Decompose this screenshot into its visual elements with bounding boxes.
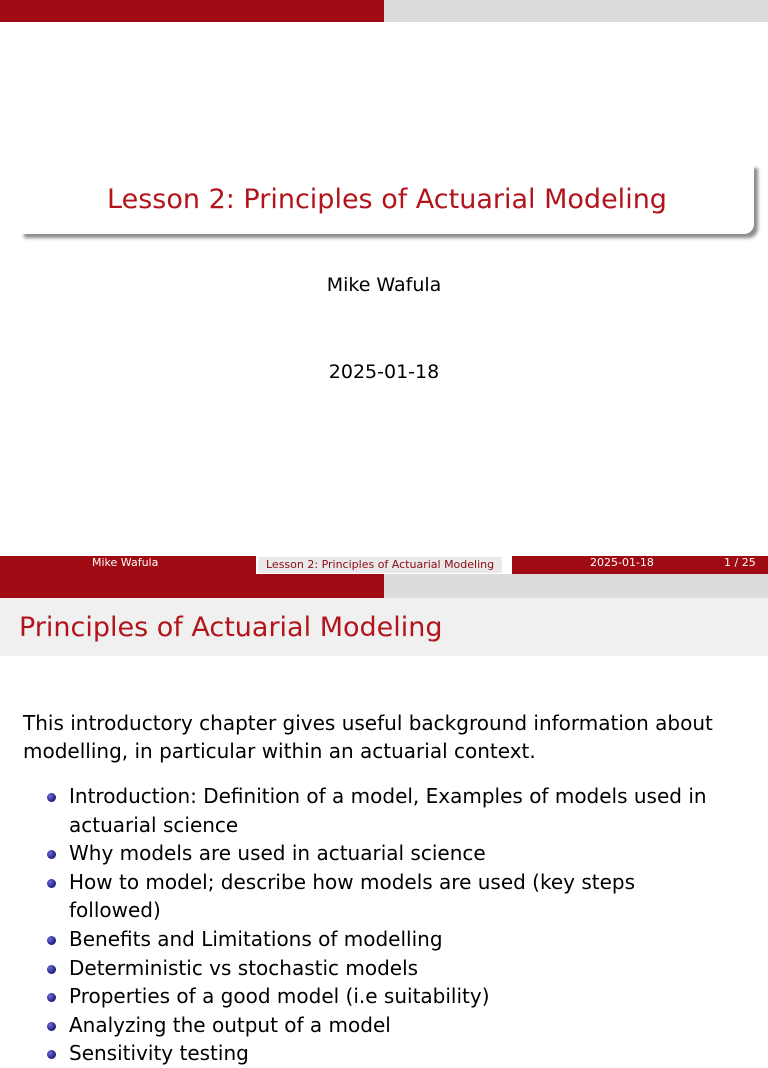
list-item (0, 925, 768, 954)
footer-page-number: 1 / 25 (724, 556, 756, 569)
list-item-text: Why models are used in actuarial science (69, 841, 486, 866)
bullet-icon (47, 993, 56, 1002)
footer-title: Lesson 2: Principles of Actuarial Modeling (258, 557, 502, 573)
slide2-header-bar-grey (384, 574, 768, 598)
footer-author: Mike Wafula (92, 556, 159, 569)
slide1-header-bar-red (0, 0, 384, 22)
slide-footer (0, 556, 768, 574)
slide2-header-bar-red (0, 574, 384, 598)
list-item-text: Sensitivity testing (69, 1041, 249, 1066)
list-item (0, 982, 768, 1011)
intro-paragraph: This introductory chapter gives useful background information about modelling, in particular within an actuarial context. (23, 711, 713, 763)
frame-title: Principles of Actuarial Modeling (19, 612, 443, 643)
bullet-icon (47, 1050, 56, 1059)
bullet-icon (47, 1022, 56, 1031)
author-name: Mike Wafula (326, 274, 442, 296)
slide1-header-bar-grey (384, 0, 768, 22)
list-item-text: Deterministic vs stochastic models (69, 955, 419, 980)
bullet-list (0, 782, 768, 1068)
list-item-text: Benefits and Limitations of modelling (69, 926, 443, 951)
list-item (0, 782, 768, 839)
list-item-text: Introduction: Definition of a model, Examples of models used in actuarial science (69, 784, 707, 837)
bullet-icon (47, 879, 56, 888)
list-item-text: Properties of a good model (i.e suitability) (69, 984, 490, 1009)
presentation-date: 2025-01-18 (328, 361, 440, 383)
bullet-icon (47, 850, 56, 859)
list-item (0, 1039, 768, 1068)
presentation-title: Lesson 2: Principles of Actuarial Modeling (107, 183, 667, 215)
frame-title-bar (0, 598, 768, 656)
list-item (0, 954, 768, 983)
list-item-text: Analyzing the output of a model (69, 1012, 391, 1037)
title-box (20, 164, 754, 234)
bullet-icon (47, 965, 56, 974)
list-item (0, 839, 768, 868)
footer-date: 2025-01-18 (590, 556, 654, 569)
bullet-icon (47, 793, 56, 802)
bullet-icon (47, 936, 56, 945)
list-item (0, 868, 768, 925)
list-item (0, 1011, 768, 1040)
list-item-text: How to model; describe how models are used (key steps followed) (69, 869, 636, 923)
